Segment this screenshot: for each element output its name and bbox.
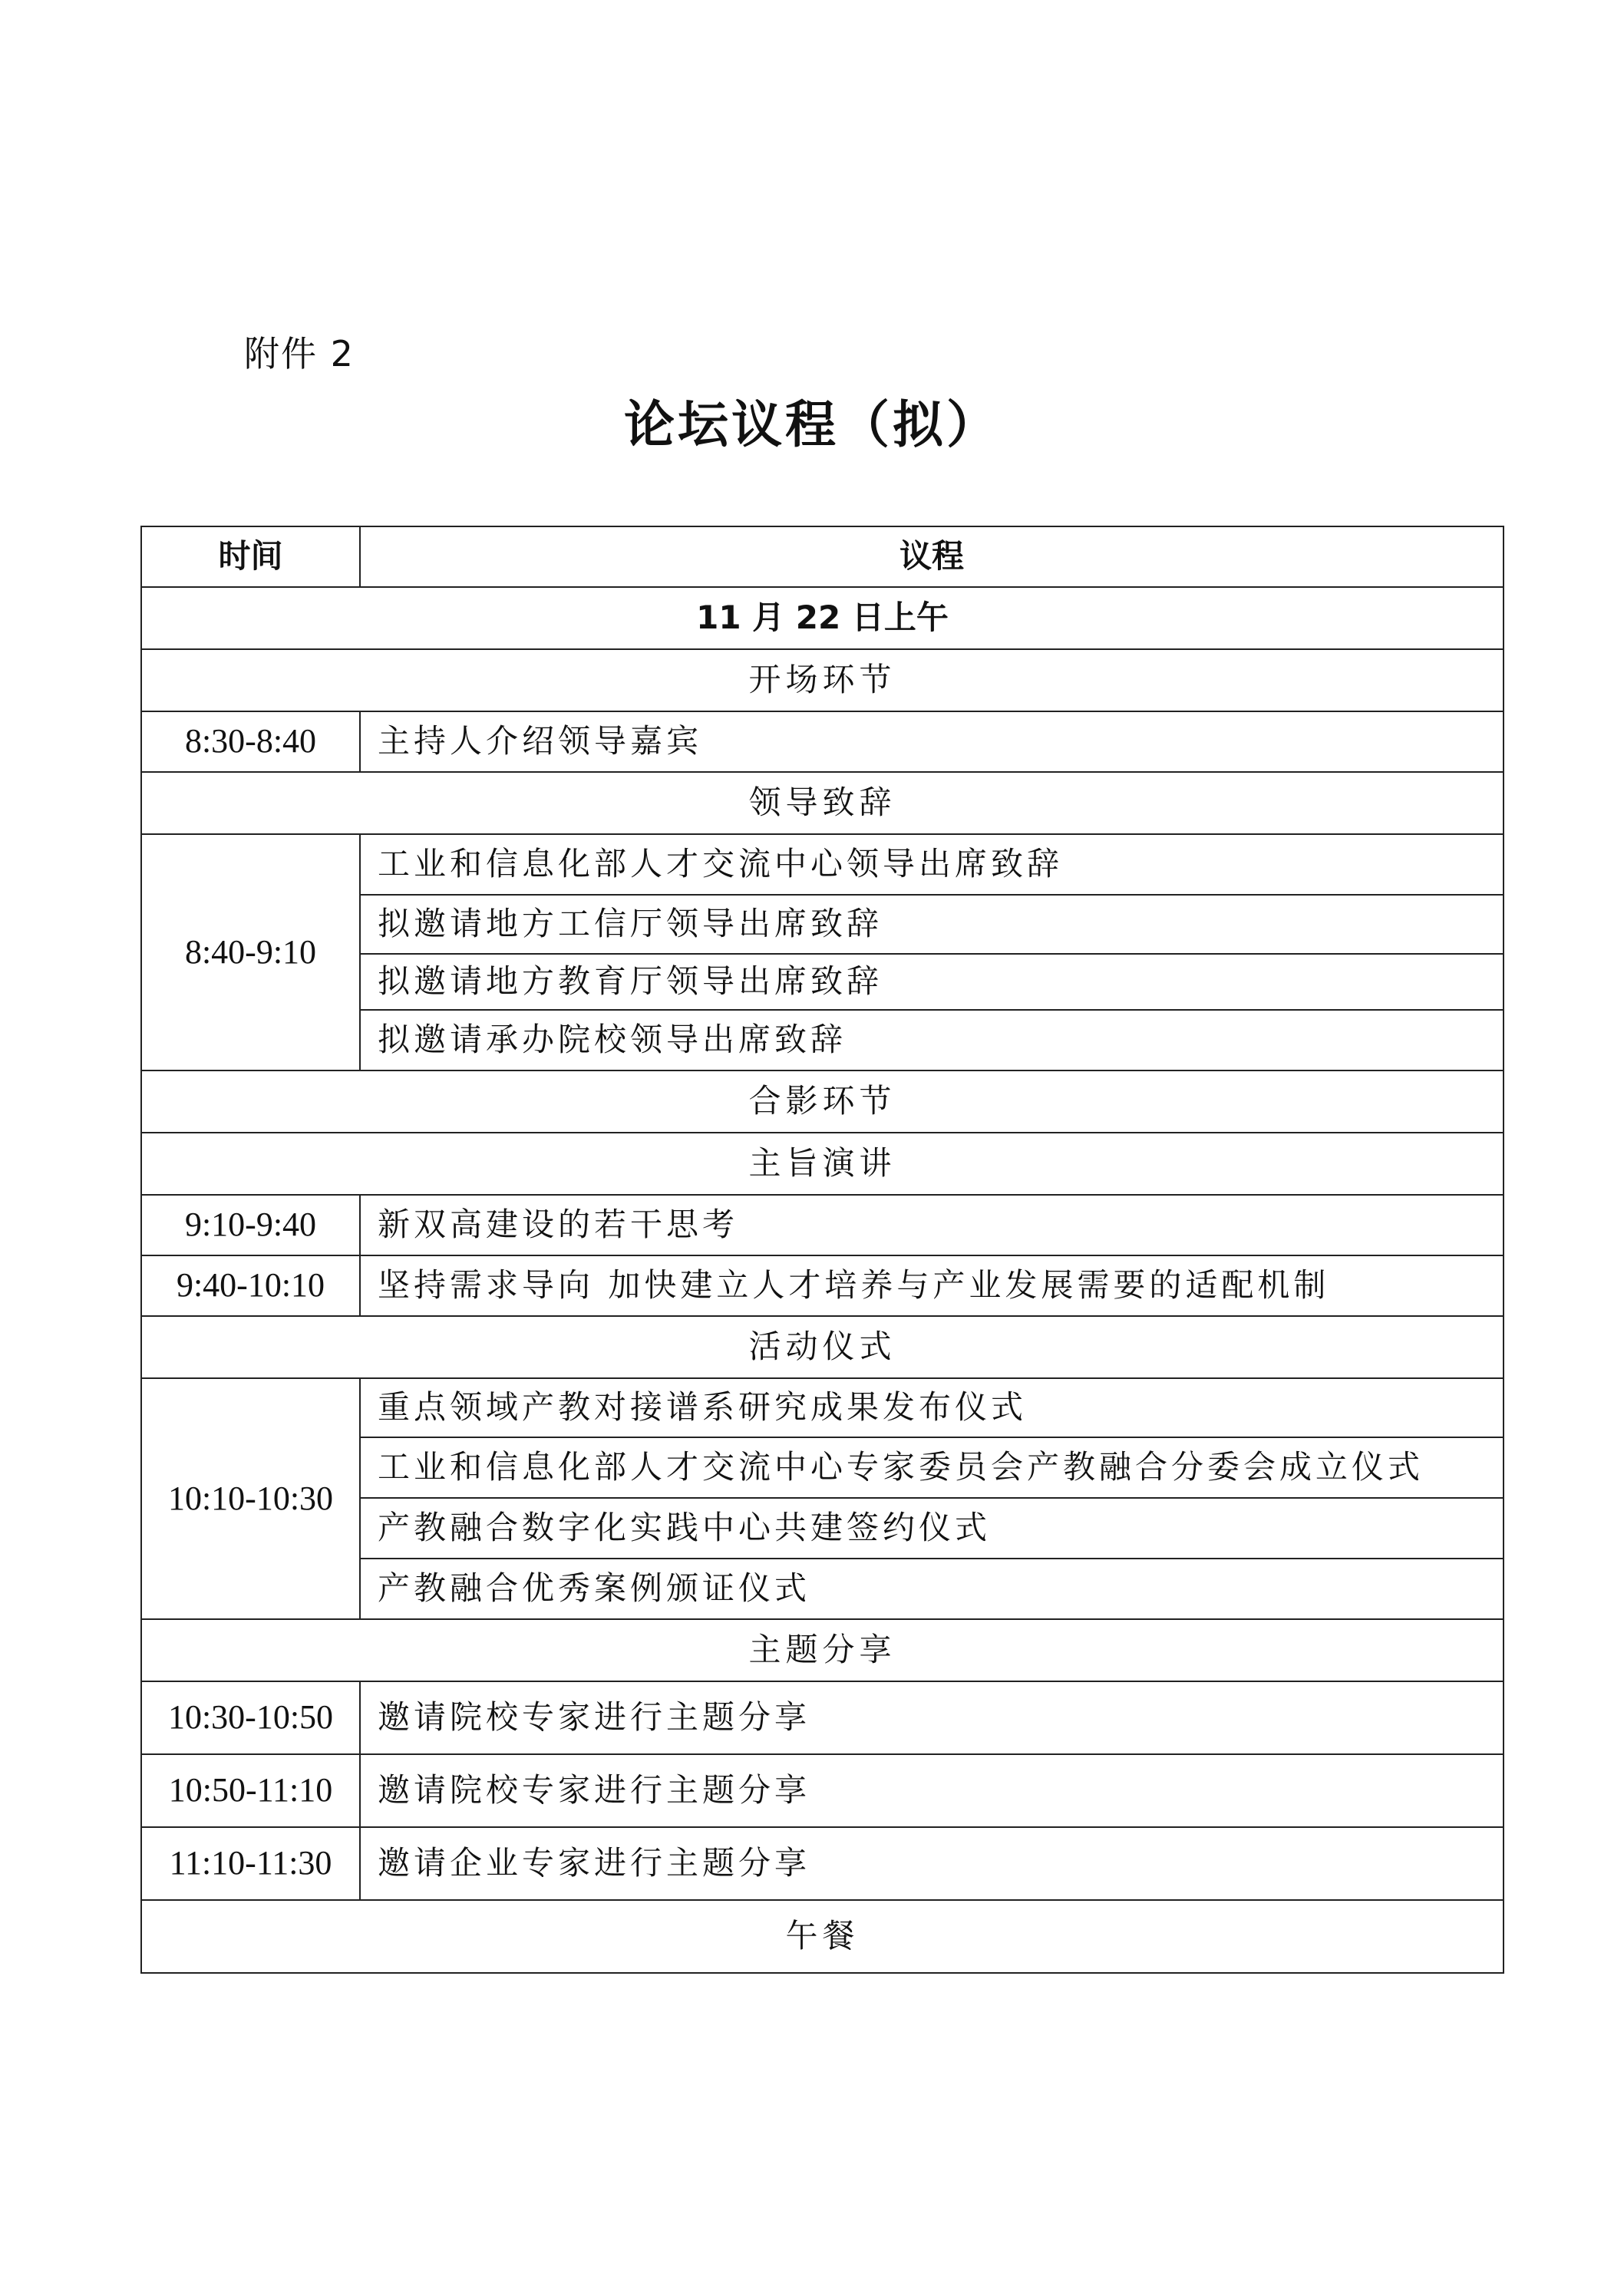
section-row — [141, 649, 1504, 711]
section-heading-lunch: 午餐 — [141, 1900, 1504, 1973]
section-heading-speeches: 领导致辞 — [141, 772, 1504, 834]
time-cell: 11:10-11:30 — [141, 1827, 360, 1900]
time-cell: 9:40-10:10 — [141, 1255, 360, 1316]
day-row — [141, 587, 1504, 649]
time-cell: 9:10-9:40 — [141, 1195, 360, 1255]
section-heading-photo: 合影环节 — [141, 1070, 1504, 1133]
section-row — [141, 1619, 1504, 1681]
column-header-agenda: 议程 — [360, 526, 1504, 587]
time-cell: 10:30-10:50 — [141, 1681, 360, 1754]
time-cell: 10:10-10:30 — [141, 1378, 360, 1619]
time-cell: 8:40-9:10 — [141, 834, 360, 1070]
time-cell: 8:30-8:40 — [141, 711, 360, 772]
section-heading-keynote: 主旨演讲 — [141, 1133, 1504, 1195]
table-row — [141, 1681, 1504, 1754]
day-heading: 11 月 22 日上午 — [141, 587, 1504, 649]
section-row — [141, 1316, 1504, 1378]
section-heading-ceremony: 活动仪式 — [141, 1316, 1504, 1378]
agenda-item: 邀请企业专家进行主题分享 — [360, 1827, 1504, 1900]
column-header-time: 时间 — [141, 526, 360, 587]
time-cell: 10:50-11:10 — [141, 1754, 360, 1827]
agenda-item: 邀请院校专家进行主题分享 — [360, 1754, 1504, 1827]
agenda-item: 主持人介绍领导嘉宾 — [360, 711, 1504, 772]
table-row — [141, 834, 1504, 895]
agenda-item: 产教融合数字化实践中心共建签约仪式 — [360, 1498, 1504, 1559]
agenda-item: 产教融合优秀案例颁证仪式 — [360, 1559, 1504, 1619]
agenda-item: 工业和信息化部人才交流中心领导出席致辞 — [360, 834, 1504, 895]
agenda-item: 拟邀请地方工信厅领导出席致辞 — [360, 895, 1504, 954]
section-heading-sharing: 主题分享 — [141, 1619, 1504, 1681]
section-row — [141, 1070, 1504, 1133]
agenda-item: 拟邀请承办院校领导出席致辞 — [360, 1010, 1504, 1070]
table-row — [141, 1195, 1504, 1255]
table-row — [141, 1255, 1504, 1316]
table-row — [141, 1827, 1504, 1900]
table-header-row — [141, 526, 1504, 587]
agenda-item: 拟邀请地方教育厅领导出席致辞 — [360, 954, 1504, 1010]
agenda-table — [140, 526, 1504, 1974]
table-row — [141, 711, 1504, 772]
agenda-item: 邀请院校专家进行主题分享 — [360, 1681, 1504, 1754]
document-title: 论坛议程（拟） — [624, 395, 1000, 454]
agenda-item: 重点领域产教对接谱系研究成果发布仪式 — [360, 1378, 1504, 1437]
section-row — [141, 1900, 1504, 1973]
section-row — [141, 772, 1504, 834]
table-row — [141, 1754, 1504, 1827]
agenda-item: 工业和信息化部人才交流中心专家委员会产教融合分委会成立仪式 — [360, 1437, 1504, 1498]
section-row — [141, 1133, 1504, 1195]
agenda-item: 新双高建设的若干思考 — [360, 1195, 1504, 1255]
agenda-item: 坚持需求导向 加快建立人才培养与产业发展需要的适配机制 — [360, 1255, 1504, 1316]
table-row — [141, 1378, 1504, 1437]
section-heading-opening: 开场环节 — [141, 649, 1504, 711]
attachment-label: 附件 2 — [244, 333, 355, 374]
